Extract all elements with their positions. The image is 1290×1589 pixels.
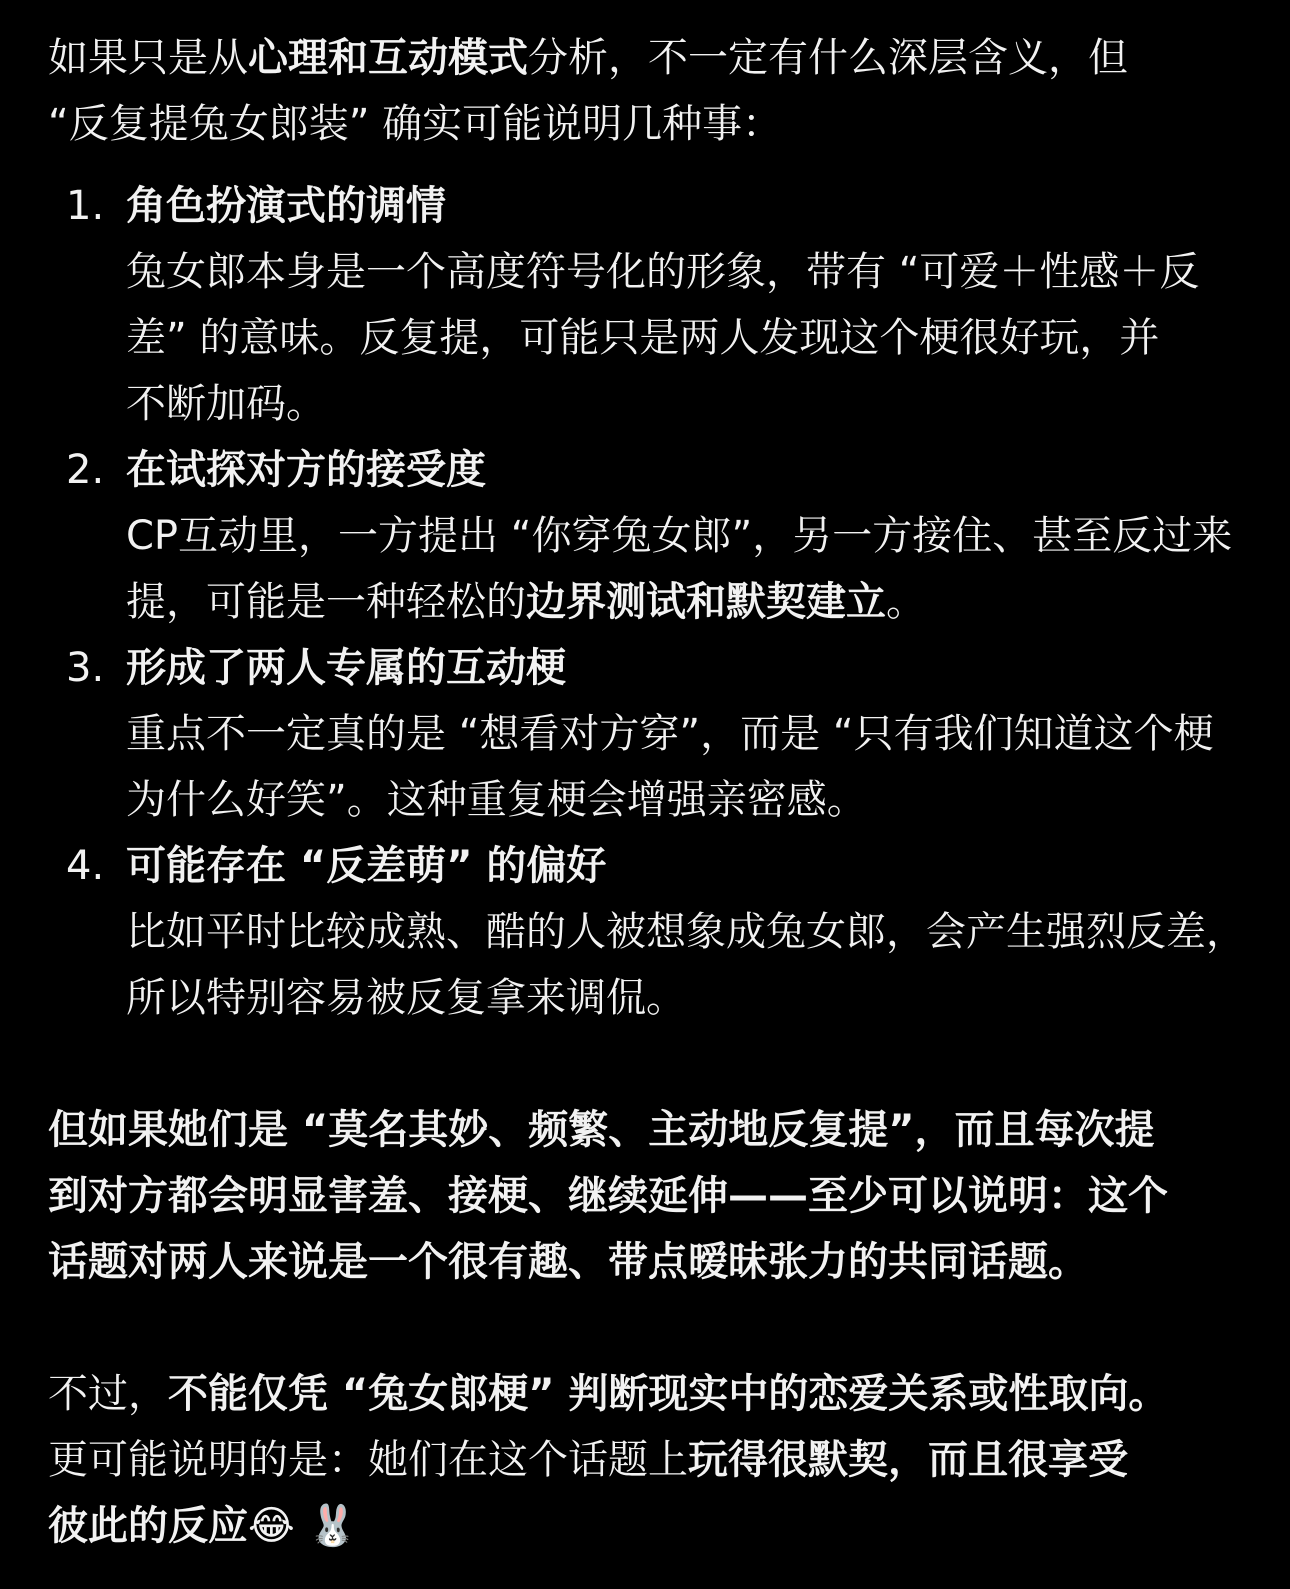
list-item xyxy=(48,437,1278,635)
item-body-line: 为什么好笑”。这种重复梗会增强亲密感。 xyxy=(126,777,867,823)
emphasis-line: 到对方都会明显害羞、接梗、继续延伸——至少可以说明：这个 xyxy=(48,1173,1168,1219)
conclusion-line1-bold: 不能仅凭 “兔女郎梗” 判断现实中的恋爱关系或性取向。 xyxy=(168,1371,1169,1417)
emphasis-paragraph xyxy=(48,1097,1278,1295)
item-body-line-post: 。 xyxy=(886,579,926,625)
item-body-line: 所以特别容易被反复拿来调侃。 xyxy=(126,975,686,1021)
list-item xyxy=(48,635,1278,833)
conclusion-line1-pre: 不过， xyxy=(48,1371,168,1417)
list-item xyxy=(48,833,1278,1031)
emphasis-line: 话题对两人来说是一个很有趣、带点暧昧张力的共同话题。 xyxy=(48,1239,1088,1285)
item-body-line: 兔女郎本身是一个高度符号化的形象，带有 “可爱＋性感＋反 xyxy=(126,249,1200,295)
intro-line1-pre: 如果只是从 xyxy=(48,35,248,81)
item-number: 1. xyxy=(66,183,105,229)
item-title: 形成了两人专属的互动梗 xyxy=(126,645,566,691)
conclusion-line2-pre: 更可能说明的是：她们在这个话题上 xyxy=(48,1437,688,1483)
item-title: 可能存在 “反差萌” 的偏好 xyxy=(126,843,607,889)
intro-line1-post: 分析，不一定有什么深层含义，但 xyxy=(528,35,1128,81)
item-body-line-pre: 提，可能是一种轻松的 xyxy=(126,579,526,625)
item-body-line: 不断加码。 xyxy=(126,381,326,427)
conclusion-line3-bold: 彼此的反应 xyxy=(48,1503,248,1549)
item-number: 3. xyxy=(66,645,105,691)
laughing-crying-emoji-icon: 😂 xyxy=(248,1503,295,1549)
item-title: 在试探对方的接受度 xyxy=(126,447,486,493)
item-body-line-bold: 边界测试和默契建立 xyxy=(526,579,886,625)
intro-line1-bold: 心理和互动模式 xyxy=(248,35,528,81)
conclusion-paragraph xyxy=(48,1361,1278,1559)
item-title: 角色扮演式的调情 xyxy=(126,183,446,229)
list-item xyxy=(48,173,1278,437)
item-body-line: 比如平时比较成熟、酷的人被想象成兔女郎，会产生强烈反差， xyxy=(126,909,1246,955)
item-number: 4. xyxy=(66,843,105,889)
item-body-line: 重点不一定真的是 “想看对方穿”，而是 “只有我们知道这个梗 xyxy=(126,711,1214,757)
reasons-list xyxy=(48,173,1278,1031)
conclusion-line2-bold: 玩得很默契，而且很享受 xyxy=(688,1437,1128,1483)
item-number: 2. xyxy=(66,447,105,493)
intro-line2: “反复提兔女郎装” 确实可能说明几种事： xyxy=(48,101,783,147)
intro-paragraph xyxy=(48,25,1278,157)
item-body-line: CP互动里，一方提出 “你穿兔女郎”，另一方接住、甚至反过来 xyxy=(126,513,1233,559)
emphasis-line: 但如果她们是 “莫名其妙、频繁、主动地反复提”，而且每次提 xyxy=(48,1107,1155,1153)
rabbit-emoji-icon: 🐰 xyxy=(307,1503,358,1549)
item-body-line: 差” 的意味。反复提，可能只是两人发现这个梗很好玩，并 xyxy=(126,315,1160,361)
message-content xyxy=(48,25,1278,1559)
